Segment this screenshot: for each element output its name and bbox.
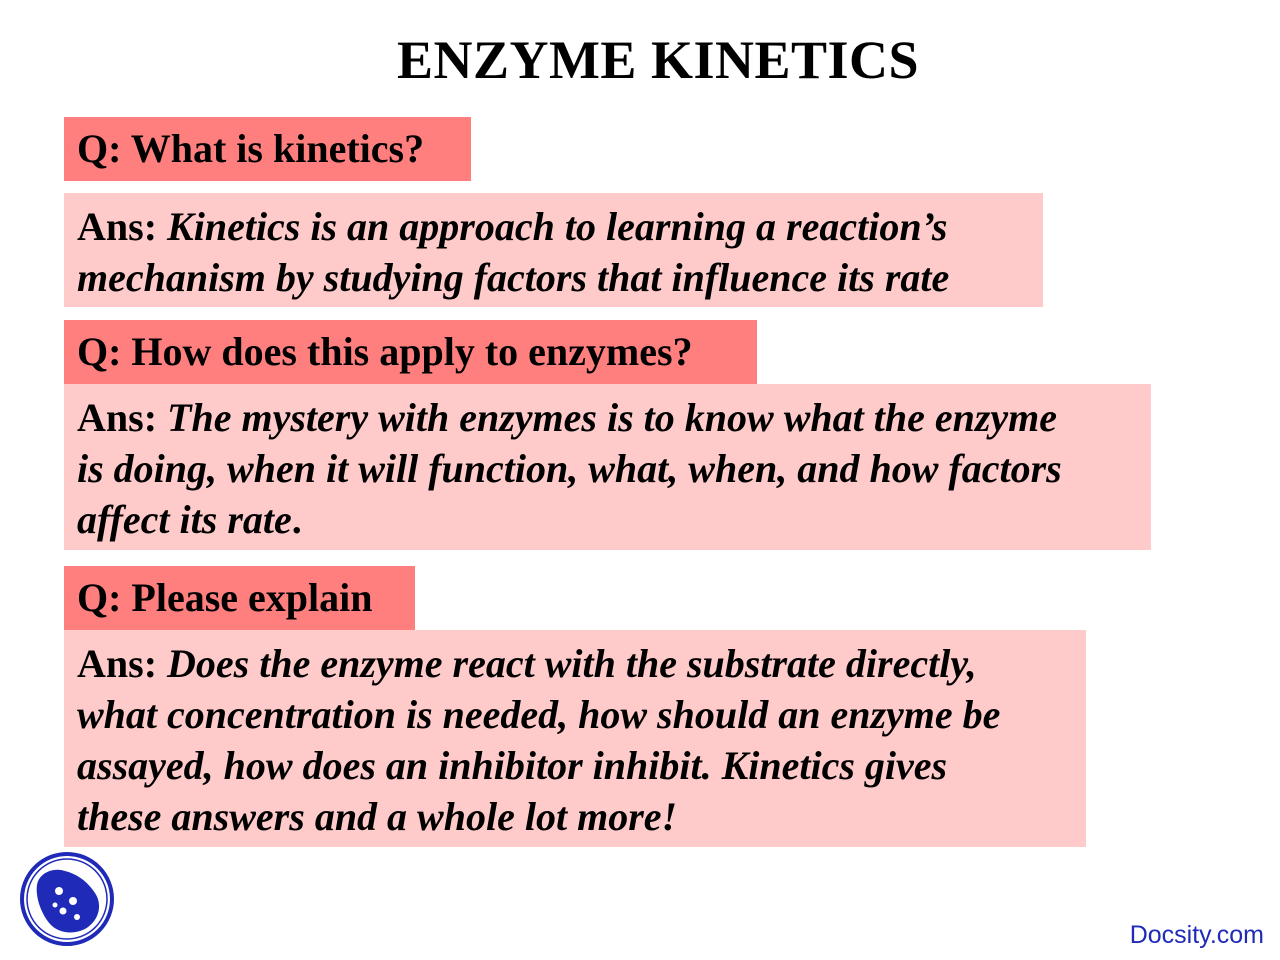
question-3-text: Q: Please explain: [77, 575, 373, 620]
answer-3-line-4: these answers and a whole lot more!: [77, 794, 678, 839]
answer-1: [64, 193, 1043, 307]
answer-2-line-3: affect its rate: [77, 497, 292, 542]
answer-2: [64, 384, 1151, 550]
answer-3: [64, 630, 1086, 847]
question-1: [64, 117, 471, 181]
answer-1-label: Ans:: [77, 204, 168, 249]
answer-2-tail: .: [291, 497, 302, 542]
answer-3-line-2: what concentration is needed, how should an enzyme be: [77, 692, 1001, 737]
question-2-text: Q: How does this apply to enzymes?: [77, 329, 693, 374]
answer-2-line-1: The mystery with enzymes is to know what the enzyme: [167, 395, 1058, 440]
answer-2-line-2: is doing, when it will function, what, when, and how factors: [77, 446, 1062, 491]
answer-2-label: Ans:: [77, 395, 168, 440]
docsity-logo-icon: [19, 851, 115, 947]
answer-1-line-1: Kinetics is an approach to learning a reaction’s: [167, 204, 948, 249]
answer-1-line-2: mechanism by studying factors that influence its rate: [77, 255, 950, 300]
answer-3-label: Ans:: [77, 641, 168, 686]
answer-3-line-3: assayed, how does an inhibitor inhibit. Kinetics gives: [77, 743, 948, 788]
slide-title: ENZYME KINETICS: [396, 30, 920, 90]
question-1-text: Q: What is kinetics?: [77, 126, 425, 171]
question-2: [64, 320, 757, 384]
answer-3-line-1: Does the enzyme react with the substrate directly,: [167, 641, 977, 686]
footer-brand[interactable]: Docsity.com: [1129, 921, 1264, 949]
question-3: [64, 566, 415, 630]
